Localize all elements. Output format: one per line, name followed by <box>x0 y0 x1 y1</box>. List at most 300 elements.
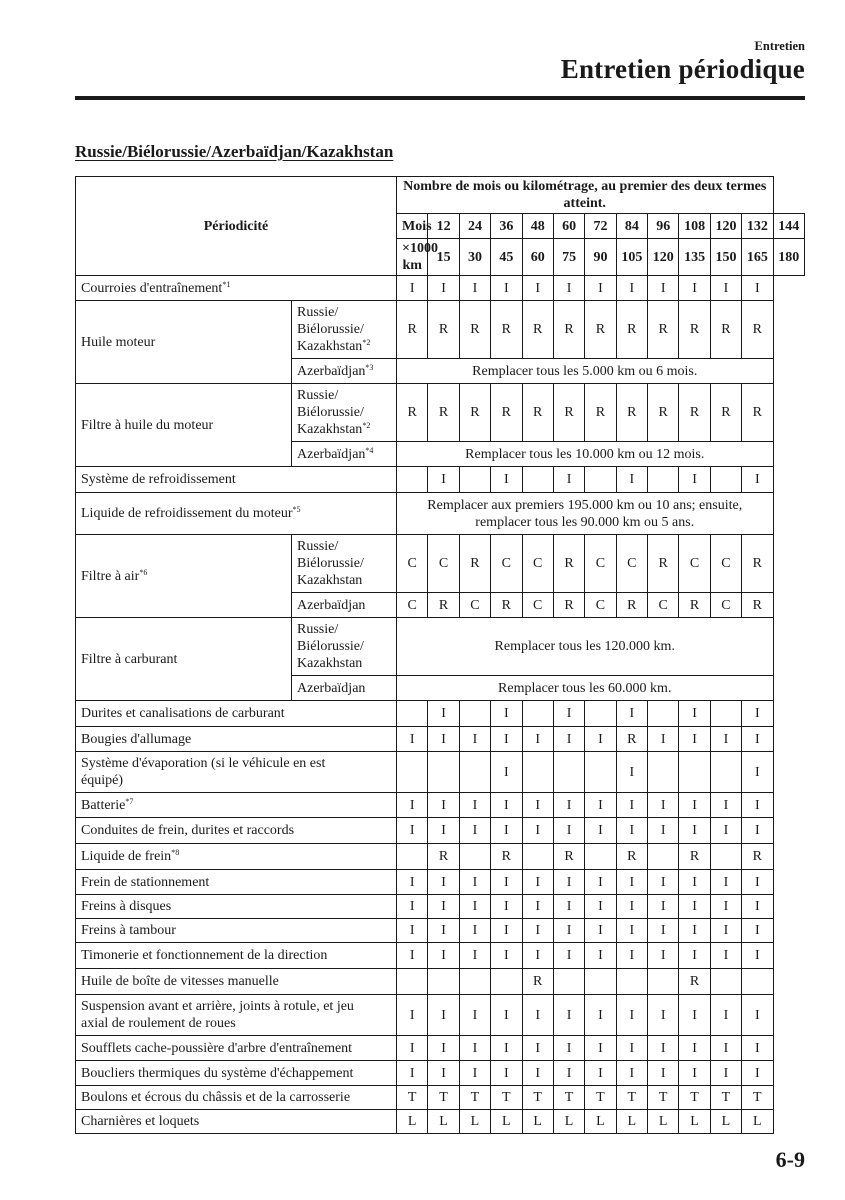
value-cell: C <box>679 535 710 593</box>
value-cell: R <box>742 593 773 618</box>
value-cell: C <box>522 535 553 593</box>
value-cell: I <box>428 467 459 493</box>
value-cell: I <box>459 793 490 818</box>
value-cell: I <box>459 870 490 895</box>
value-cell: C <box>397 535 428 593</box>
value-cell: T <box>742 1086 773 1110</box>
value-cell <box>522 701 553 727</box>
row-label: Système de refroidissement <box>76 467 397 493</box>
value-cell: I <box>553 870 584 895</box>
value-cell: T <box>648 1086 679 1110</box>
table-row-parking-brake <box>76 870 805 895</box>
region-label-azerbaijan: Azerbaïdjan$^{*4}$ <box>292 442 397 467</box>
value-cell: R <box>742 844 773 870</box>
value-cell: I <box>553 995 584 1036</box>
interval-note: Remplacer tous les 60.000 km. <box>397 676 774 701</box>
value-cell: I <box>397 727 428 752</box>
value-cell: I <box>459 276 490 301</box>
month-cell: 144 <box>773 214 805 239</box>
value-cell: R <box>553 301 584 359</box>
value-cell <box>648 701 679 727</box>
month-cell: 120 <box>710 214 741 239</box>
table-row-coolant <box>76 493 805 535</box>
table-row-air-filter-russia <box>76 535 805 593</box>
value-cell: I <box>522 995 553 1036</box>
km-cell: 45 <box>491 239 522 276</box>
table-row-brake-fluid <box>76 844 805 870</box>
value-cell: I <box>428 1036 459 1061</box>
value-cell: I <box>397 818 428 844</box>
value-cell: I <box>553 1061 584 1086</box>
value-cell: T <box>616 1086 647 1110</box>
table-row-suspension <box>76 995 805 1036</box>
value-cell: C <box>710 535 741 593</box>
value-cell: R <box>397 301 428 359</box>
value-cell: I <box>742 1061 773 1086</box>
table-row-manual-trans-oil <box>76 969 805 995</box>
value-cell: I <box>553 793 584 818</box>
value-cell <box>648 844 679 870</box>
value-cell: I <box>679 895 710 919</box>
value-cell: I <box>585 793 616 818</box>
value-cell: I <box>616 1036 647 1061</box>
value-cell: T <box>491 1086 522 1110</box>
value-cell: I <box>648 895 679 919</box>
interval-note: Remplacer tous les 5.000 km ou 6 mois. <box>397 359 774 384</box>
value-cell: I <box>679 727 710 752</box>
value-cell: I <box>522 919 553 943</box>
value-cell: R <box>648 301 679 359</box>
value-cell: I <box>428 276 459 301</box>
value-cell: I <box>710 1061 741 1086</box>
value-cell: I <box>710 895 741 919</box>
value-cell: I <box>710 943 741 969</box>
value-cell: L <box>648 1110 679 1134</box>
value-cell: I <box>616 995 647 1036</box>
value-cell: I <box>428 943 459 969</box>
value-cell: I <box>491 895 522 919</box>
value-cell: C <box>648 593 679 618</box>
value-cell: R <box>428 593 459 618</box>
month-cell: 132 <box>742 214 773 239</box>
table-row-evap-system <box>76 752 805 793</box>
table-row-drum-brakes <box>76 919 805 943</box>
value-cell <box>397 752 428 793</box>
value-cell: I <box>742 752 773 793</box>
interval-note: Remplacer aux premiers 195.000 km ou 10 ans; ensuite, remplacer tous les 90.000 km ou 5 ans. <box>397 493 774 535</box>
value-cell: L <box>397 1110 428 1134</box>
value-cell: I <box>459 727 490 752</box>
value-cell: I <box>553 818 584 844</box>
value-cell: I <box>428 895 459 919</box>
value-cell: R <box>742 535 773 593</box>
value-cell: R <box>428 301 459 359</box>
value-cell <box>648 467 679 493</box>
value-cell: T <box>679 1086 710 1110</box>
value-cell <box>397 969 428 995</box>
value-cell: I <box>428 701 459 727</box>
value-cell: I <box>459 895 490 919</box>
value-cell: I <box>648 276 679 301</box>
month-cell: 72 <box>585 214 616 239</box>
km-cell: 120 <box>648 239 679 276</box>
value-cell: I <box>616 1061 647 1086</box>
value-cell: T <box>397 1086 428 1110</box>
value-cell: R <box>616 301 647 359</box>
value-cell: I <box>742 818 773 844</box>
value-cell: I <box>616 752 647 793</box>
km-cell: 90 <box>585 239 616 276</box>
periodicity-header: Périodicité <box>76 177 397 276</box>
page-title: Entretien périodique <box>560 54 805 84</box>
table-row-engine-oil-russia <box>76 301 805 359</box>
value-cell: R <box>585 384 616 442</box>
value-cell <box>397 467 428 493</box>
value-cell <box>585 752 616 793</box>
value-cell: I <box>585 943 616 969</box>
page-number: 6-9 <box>775 1147 805 1172</box>
value-cell: R <box>553 535 584 593</box>
value-cell: T <box>710 1086 741 1110</box>
value-cell: T <box>522 1086 553 1110</box>
value-cell: I <box>710 276 741 301</box>
value-cell: I <box>616 276 647 301</box>
value-cell: I <box>742 943 773 969</box>
value-cell <box>428 752 459 793</box>
month-cell: 84 <box>616 214 647 239</box>
region-label-russia: Russie/ Biélorussie/ Kazakhstan <box>292 535 397 593</box>
value-cell: I <box>710 727 741 752</box>
month-cell: 60 <box>553 214 584 239</box>
value-cell: I <box>585 870 616 895</box>
value-cell: T <box>585 1086 616 1110</box>
value-cell: I <box>522 793 553 818</box>
value-cell: R <box>616 593 647 618</box>
value-cell: C <box>710 593 741 618</box>
interval-note: Remplacer tous les 10.000 km ou 12 mois. <box>397 442 774 467</box>
value-cell: I <box>491 701 522 727</box>
value-cell <box>710 752 741 793</box>
row-label: Conduites de frein, durites et raccords <box>76 818 397 844</box>
row-label: Huile de boîte de vitesses manuelle <box>76 969 397 995</box>
value-cell: I <box>585 818 616 844</box>
value-cell: R <box>679 969 710 995</box>
value-cell: I <box>679 701 710 727</box>
value-cell: R <box>428 844 459 870</box>
value-cell: R <box>679 593 710 618</box>
table-row-fuel-filter-russia <box>76 618 805 676</box>
value-cell: I <box>459 995 490 1036</box>
value-cell: I <box>397 1061 428 1086</box>
value-cell <box>710 969 741 995</box>
value-cell: C <box>585 535 616 593</box>
value-cell: I <box>585 1036 616 1061</box>
value-cell <box>648 969 679 995</box>
value-cell: I <box>679 1036 710 1061</box>
value-cell: I <box>428 870 459 895</box>
row-label: Charnières et loquets <box>76 1110 397 1134</box>
value-cell: I <box>679 995 710 1036</box>
value-cell: I <box>428 793 459 818</box>
row-label: Suspension avant et arrière, joints à rotule, et jeu axial de roulement de roues <box>76 995 397 1036</box>
value-cell <box>553 752 584 793</box>
value-cell: I <box>679 1061 710 1086</box>
row-label: Soufflets cache-poussière d'arbre d'entraînement <box>76 1036 397 1061</box>
row-label: Courroies d'entraînement$^{*1}$ <box>76 276 397 301</box>
km-cell: 180 <box>773 239 805 276</box>
value-cell <box>397 844 428 870</box>
month-cell: 24 <box>459 214 490 239</box>
value-cell: L <box>710 1110 741 1134</box>
value-cell: I <box>710 793 741 818</box>
value-cell: I <box>459 943 490 969</box>
value-cell: R <box>648 384 679 442</box>
value-cell: I <box>648 919 679 943</box>
value-cell: I <box>491 919 522 943</box>
value-cell: I <box>616 870 647 895</box>
value-cell: I <box>742 276 773 301</box>
value-cell: L <box>585 1110 616 1134</box>
value-cell: I <box>397 870 428 895</box>
value-cell: I <box>585 276 616 301</box>
table-row-drive-belts <box>76 276 805 301</box>
value-cell: R <box>710 301 741 359</box>
value-cell: I <box>648 995 679 1036</box>
km-cell: 75 <box>553 239 584 276</box>
value-cell: I <box>553 919 584 943</box>
row-label: Boulons et écrous du châssis et de la carrosserie <box>76 1086 397 1110</box>
value-cell: C <box>397 593 428 618</box>
value-cell: L <box>522 1110 553 1134</box>
value-cell: I <box>491 276 522 301</box>
value-cell: I <box>397 995 428 1036</box>
value-cell: R <box>742 384 773 442</box>
row-label: Filtre à air$^{*6}$ <box>76 535 292 618</box>
table-row-battery <box>76 793 805 818</box>
value-cell: R <box>679 301 710 359</box>
value-cell: I <box>648 943 679 969</box>
value-cell: I <box>710 870 741 895</box>
value-cell: I <box>742 727 773 752</box>
value-cell <box>585 701 616 727</box>
value-cell: I <box>459 1061 490 1086</box>
km-cell: 15 <box>428 239 459 276</box>
value-cell: I <box>397 895 428 919</box>
header-rule <box>75 96 805 100</box>
value-cell: R <box>616 727 647 752</box>
month-cell: 108 <box>679 214 710 239</box>
table-row-exhaust-shields <box>76 1061 805 1086</box>
value-cell: L <box>491 1110 522 1134</box>
value-cell <box>616 969 647 995</box>
value-cell: R <box>522 384 553 442</box>
value-cell: I <box>616 919 647 943</box>
value-cell: I <box>742 701 773 727</box>
value-cell <box>428 969 459 995</box>
value-cell: R <box>397 384 428 442</box>
value-cell: I <box>491 467 522 493</box>
value-cell: R <box>491 593 522 618</box>
value-cell: I <box>585 895 616 919</box>
value-cell: C <box>522 593 553 618</box>
value-cell <box>522 752 553 793</box>
value-cell: I <box>585 919 616 943</box>
value-cell <box>710 844 741 870</box>
km-cell: 150 <box>710 239 741 276</box>
value-cell: I <box>616 701 647 727</box>
row-label: Liquide de refroidissement du moteur$^{*5}$ <box>76 493 397 535</box>
km-label: ×1000 km <box>397 239 428 276</box>
value-cell: I <box>648 870 679 895</box>
value-cell: I <box>522 1036 553 1061</box>
value-cell <box>679 752 710 793</box>
value-cell: I <box>522 870 553 895</box>
value-cell: I <box>491 943 522 969</box>
region-label-russia: Russie/ Biélorussie/ Kazakhstan <box>292 618 397 676</box>
value-cell <box>553 969 584 995</box>
value-cell: I <box>616 467 647 493</box>
value-cell <box>459 844 490 870</box>
table-row-fuel-lines <box>76 701 805 727</box>
value-cell: R <box>553 844 584 870</box>
value-cell: T <box>428 1086 459 1110</box>
value-cell: I <box>742 919 773 943</box>
value-cell: I <box>679 818 710 844</box>
value-cell <box>648 752 679 793</box>
value-cell <box>522 844 553 870</box>
value-cell: I <box>428 727 459 752</box>
value-cell: I <box>679 919 710 943</box>
row-label: Huile moteur <box>76 301 292 384</box>
value-cell: L <box>679 1110 710 1134</box>
value-cell: I <box>553 1036 584 1061</box>
value-cell: R <box>585 301 616 359</box>
month-cell: 48 <box>522 214 553 239</box>
maintenance-schedule-table <box>75 176 805 1134</box>
value-cell: R <box>522 301 553 359</box>
value-cell: C <box>428 535 459 593</box>
value-cell: I <box>648 818 679 844</box>
value-cell: I <box>491 995 522 1036</box>
row-label: Liquide de frein$^{*8}$ <box>76 844 397 870</box>
value-cell: L <box>742 1110 773 1134</box>
value-cell: I <box>522 1061 553 1086</box>
table-row-drive-shaft-boots <box>76 1036 805 1061</box>
value-cell: R <box>428 384 459 442</box>
value-cell: I <box>742 1036 773 1061</box>
value-cell: I <box>616 943 647 969</box>
value-cell: R <box>491 384 522 442</box>
value-cell: L <box>616 1110 647 1134</box>
value-cell: I <box>428 919 459 943</box>
region-label-azerbaijan: Azerbaïdjan <box>292 593 397 618</box>
month-cell: 12 <box>428 214 459 239</box>
row-label: Freins à disques <box>76 895 397 919</box>
value-cell: C <box>585 593 616 618</box>
value-cell: I <box>428 1061 459 1086</box>
value-cell <box>459 467 490 493</box>
region-label-azerbaijan: Azerbaïdjan$^{*3}$ <box>292 359 397 384</box>
value-cell: I <box>585 727 616 752</box>
value-cell: I <box>742 870 773 895</box>
value-cell <box>459 752 490 793</box>
value-cell: I <box>648 727 679 752</box>
table-row-hinges-locks <box>76 1110 805 1134</box>
value-cell <box>710 701 741 727</box>
month-cell: 36 <box>491 214 522 239</box>
value-cell: I <box>491 793 522 818</box>
row-label: Timonerie et fonctionnement de la direction <box>76 943 397 969</box>
value-cell: T <box>553 1086 584 1110</box>
km-cell: 60 <box>522 239 553 276</box>
value-cell: I <box>491 752 522 793</box>
table-row-oil-filter-russia <box>76 384 805 442</box>
value-cell: I <box>522 276 553 301</box>
table-row-steering <box>76 943 805 969</box>
interval-note: Remplacer tous les 120.000 km. <box>397 618 774 676</box>
value-cell: I <box>553 943 584 969</box>
region-label-russia: Russie/ Biélorussie/ Kazakhstan$^{*2}$ <box>292 384 397 442</box>
value-cell: I <box>679 943 710 969</box>
value-cell: I <box>459 919 490 943</box>
value-cell: I <box>679 870 710 895</box>
value-cell: I <box>522 818 553 844</box>
value-cell: I <box>553 467 584 493</box>
value-cell: I <box>522 943 553 969</box>
value-cell: L <box>428 1110 459 1134</box>
value-cell: I <box>397 276 428 301</box>
region-label-russia: Russie/ Biélorussie/ Kazakhstan$^{*2}$ <box>292 301 397 359</box>
km-cell: 105 <box>616 239 647 276</box>
value-cell: I <box>491 1061 522 1086</box>
km-cell: 135 <box>679 239 710 276</box>
row-label: Bougies d'allumage <box>76 727 397 752</box>
row-label: Filtre à carburant <box>76 618 292 701</box>
value-cell: I <box>742 995 773 1036</box>
value-cell <box>742 969 773 995</box>
section-name: Entretien <box>754 39 805 53</box>
value-cell: R <box>648 535 679 593</box>
km-cell: 165 <box>742 239 773 276</box>
months-label: Mois <box>397 214 428 239</box>
value-cell: R <box>616 384 647 442</box>
value-cell: I <box>679 276 710 301</box>
table-row-brake-lines <box>76 818 805 844</box>
km-cell: 30 <box>459 239 490 276</box>
region-title: Russie/Biélorussie/Azerbaïdjan/Kazakhstan <box>75 142 394 161</box>
value-cell: I <box>742 467 773 493</box>
value-cell <box>585 969 616 995</box>
value-cell: I <box>397 919 428 943</box>
value-cell: R <box>616 844 647 870</box>
value-cell <box>710 467 741 493</box>
value-cell: I <box>679 793 710 818</box>
row-label: Système d'évaporation (si le véhicule en est équipé) <box>76 752 397 793</box>
table-row-chassis-bolts <box>76 1086 805 1110</box>
value-cell <box>397 701 428 727</box>
value-cell: C <box>491 535 522 593</box>
value-cell: R <box>522 969 553 995</box>
value-cell: R <box>553 593 584 618</box>
value-cell: I <box>648 793 679 818</box>
value-cell: I <box>648 1036 679 1061</box>
month-cell: 96 <box>648 214 679 239</box>
table-row-cooling-system <box>76 467 805 493</box>
value-cell: I <box>553 895 584 919</box>
value-cell: I <box>428 818 459 844</box>
value-cell: I <box>742 895 773 919</box>
value-cell: R <box>679 844 710 870</box>
